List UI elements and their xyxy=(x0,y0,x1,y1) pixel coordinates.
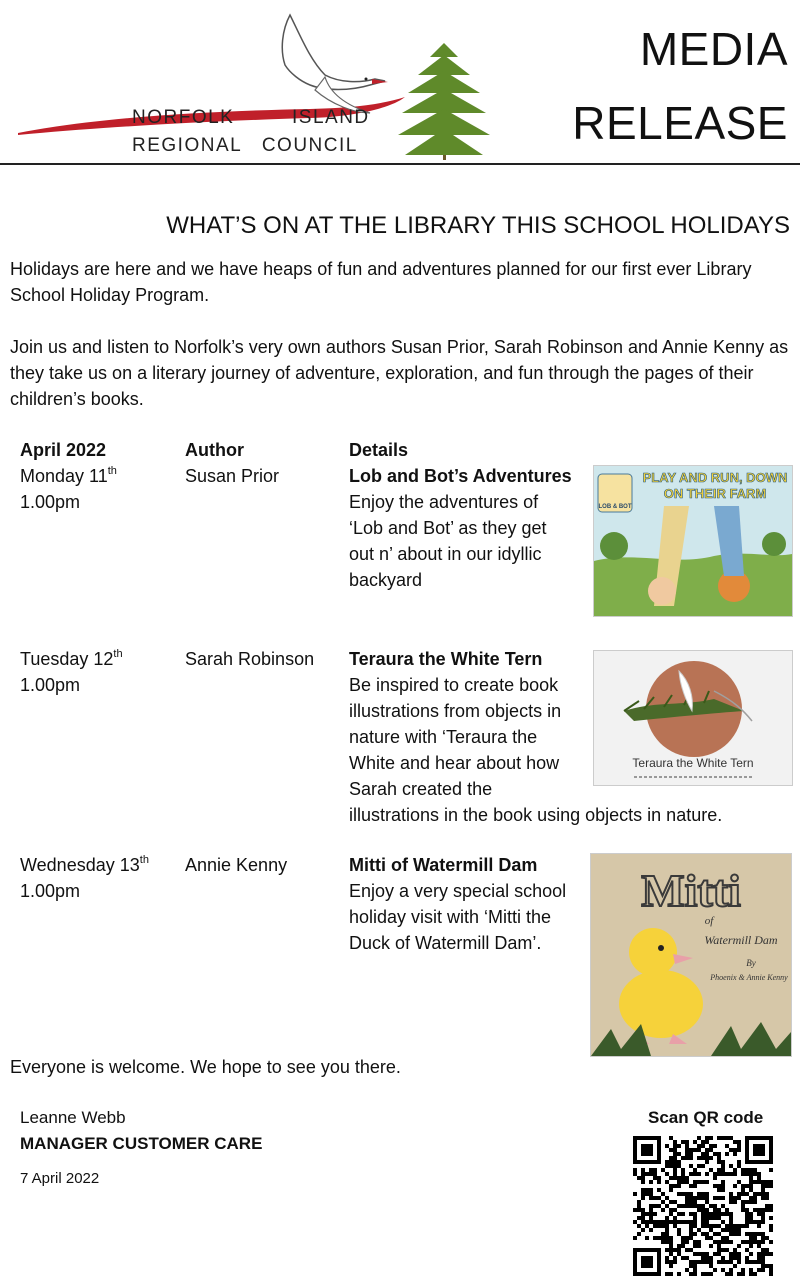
signatory-title: MANAGER CUSTOMER CARE xyxy=(20,1134,263,1153)
row2-title: Teraura the White Tern xyxy=(349,649,543,669)
row3-description: Enjoy a very special school holiday visit with ‘Mitti the Duck of Watermill Dam’. xyxy=(349,881,567,953)
cover3-authors: Phoenix & Annie Kenny xyxy=(710,973,788,982)
media-release-title-line1: MEDIA xyxy=(639,23,788,75)
row2-day: Tuesday 12th xyxy=(20,648,123,669)
header-author: Author xyxy=(185,440,244,460)
media-release-title-line2: RELEASE xyxy=(572,97,788,149)
cover1-title: PLAY AND RUN, DOWN ON THEIR FARM xyxy=(642,470,788,501)
cover3-of: of xyxy=(704,915,714,927)
release-date: 7 April 2022 xyxy=(20,1170,100,1187)
norfolk-pine-icon xyxy=(398,43,490,160)
header-divider xyxy=(0,163,800,165)
cover2-title: Teraura the White Tern xyxy=(632,756,754,770)
row3-title: Mitti of Watermill Dam xyxy=(349,855,538,875)
row2-time: 1.00pm xyxy=(20,675,81,695)
qr-code-icon[interactable] xyxy=(633,1136,773,1276)
mitti-cover-image xyxy=(590,853,792,1057)
cover1-badge: LOB & BOT xyxy=(598,504,632,510)
cover3-subtitle: Watermill Dam xyxy=(704,933,778,947)
headline: WHAT’S ON AT THE LIBRARY THIS SCHOOL HOLIDAYS xyxy=(166,212,790,239)
white-tern-icon xyxy=(282,15,388,113)
org-name-line1-left: NORFOLK xyxy=(132,107,235,128)
cover3-by: By xyxy=(746,958,756,968)
row2-author: Sarah Robinson xyxy=(185,649,315,669)
qr-label: Scan QR code xyxy=(648,1108,764,1127)
row2-description-body: Be inspired to create book illustrations from objects in nature with ‘Teraura the White and hear about how Sarah created the illustrations in the book using objects in nature. xyxy=(349,675,723,825)
closing-text: Everyone is welcome. We hope to see you there. xyxy=(10,1057,401,1077)
row1-time: 1.00pm xyxy=(20,492,81,512)
norfolk-island-council-logo xyxy=(10,5,520,165)
cover3-title: Mitti xyxy=(641,865,741,916)
intro-paragraph-1: Holidays are here and we have heaps of fun and adventures planned for our first ever Library School Holiday Program. xyxy=(10,259,752,305)
row3-time: 1.00pm xyxy=(20,881,81,901)
row1-description: Enjoy the adventures of ‘Lob and Bot’ as they get out n’ about in our idyllic backyard xyxy=(349,492,547,590)
intro-paragraph-2: Join us and listen to Norfolk’s very own authors Susan Prior, Sarah Robinson and Annie Kenny as they take us on a literary journey of adventure, exploration, and fun through the pages of their children’s books. xyxy=(10,337,789,409)
signatory-name: Leanne Webb xyxy=(20,1108,126,1127)
row1-day: Monday 11th xyxy=(20,465,117,486)
row1-title: Lob and Bot’s Adventures xyxy=(349,466,572,486)
org-name-line2: REGIONAL COUNCIL xyxy=(132,135,358,156)
row3-author: Annie Kenny xyxy=(185,855,288,875)
row3-day: Wednesday 13th xyxy=(20,854,149,875)
lob-and-bot-cover-image xyxy=(593,465,793,617)
row1-author: Susan Prior xyxy=(185,466,280,486)
org-name-line1-right: ISLAND xyxy=(292,107,370,128)
row2-description-text xyxy=(349,672,779,828)
header-date: April 2022 xyxy=(20,440,107,460)
header-details: Details xyxy=(349,440,409,460)
